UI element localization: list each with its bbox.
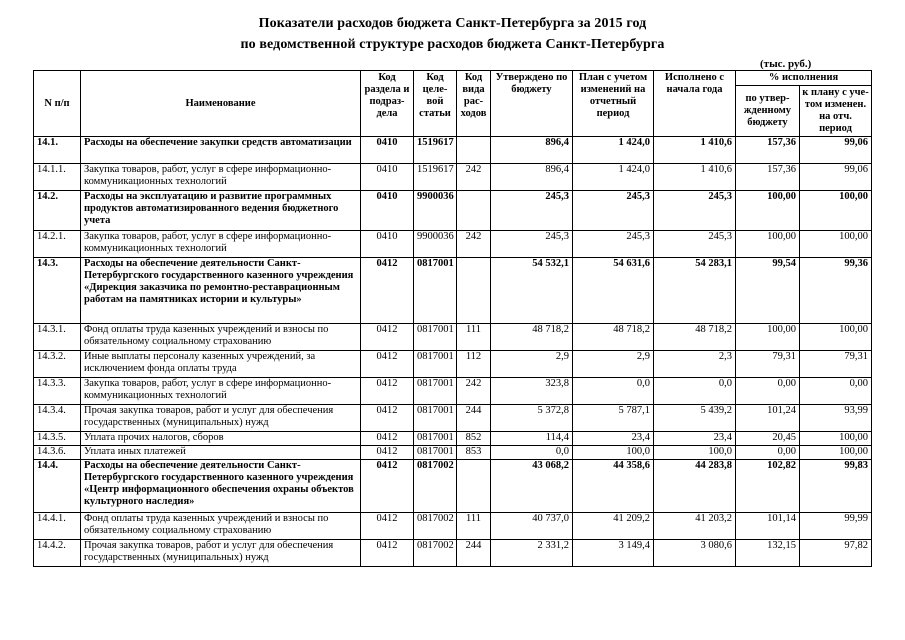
row-approved: 2,9 <box>491 351 573 378</box>
row-pct-plan: 100,00 <box>800 231 872 258</box>
row-target-code: 0817001 <box>414 405 457 432</box>
header-section-code: Код раздела и подраз-дела <box>361 71 414 137</box>
row-type-code <box>457 460 491 513</box>
document-subtitle: по ведомственной структуре расходов бюджета Санкт-Петербурга <box>240 37 665 52</box>
row-section-code: 0412 <box>361 324 414 351</box>
row-done: 1 410,6 <box>654 137 736 164</box>
row-pct-plan: 100,00 <box>800 191 872 231</box>
row-plan: 1 424,0 <box>573 164 654 191</box>
row-name: Расходы на обеспечение деятельности Санкт-Петербургского государственного казенного учреждения «Дирекция заказчика по ремонтно-реставрационным работам на памятниках истории и культуры» <box>81 258 361 324</box>
table-row <box>34 137 872 164</box>
row-pct-plan: 0,00 <box>800 378 872 405</box>
row-section-code: 0412 <box>361 446 414 460</box>
row-approved: 896,4 <box>491 137 573 164</box>
row-number: 14.3.2. <box>34 351 81 378</box>
row-pct-plan: 100,00 <box>800 324 872 351</box>
row-section-code: 0412 <box>361 258 414 324</box>
row-pct-approved: 102,82 <box>736 460 800 513</box>
row-type-code: 242 <box>457 378 491 405</box>
units-label: (тыс. руб.) <box>760 58 812 70</box>
row-section-code: 0412 <box>361 405 414 432</box>
row-approved: 245,3 <box>491 191 573 231</box>
row-name: Закупка товаров, работ, услуг в сфере информационно-коммуникационных технологий <box>81 164 361 191</box>
row-pct-plan: 99,06 <box>800 164 872 191</box>
row-pct-approved: 0,00 <box>736 446 800 460</box>
header-type-code: Код вида рас-ходов <box>457 71 491 137</box>
row-done: 44 283,8 <box>654 460 736 513</box>
row-name: Расходы на обеспечение деятельности Санкт-Петербургского государственного казенного учреждения «Центр информационного обеспечения охраны объектов культурного наследия» <box>81 460 361 513</box>
header-done: Исполнено с начала года <box>654 71 736 137</box>
row-name: Расходы на обеспечение закупки средств автоматизации <box>81 137 361 164</box>
row-plan: 2,9 <box>573 351 654 378</box>
row-pct-plan: 99,99 <box>800 513 872 540</box>
table-row <box>34 191 872 231</box>
row-pct-approved: 101,14 <box>736 513 800 540</box>
row-number: 14.3.1. <box>34 324 81 351</box>
row-type-code: 853 <box>457 446 491 460</box>
row-target-code: 0817001 <box>414 324 457 351</box>
row-plan: 0,0 <box>573 378 654 405</box>
row-plan: 23,4 <box>573 432 654 446</box>
row-target-code: 0817002 <box>414 460 457 513</box>
row-done: 23,4 <box>654 432 736 446</box>
row-done: 245,3 <box>654 191 736 231</box>
row-type-code: 852 <box>457 432 491 446</box>
row-type-code <box>457 258 491 324</box>
row-approved: 896,4 <box>491 164 573 191</box>
row-name: Фонд оплаты труда казенных учреждений и взносы по обязательному социальному страхованию <box>81 513 361 540</box>
row-type-code: 244 <box>457 540 491 567</box>
row-plan: 245,3 <box>573 191 654 231</box>
header-target-code: Код целе-вой статьи <box>414 71 457 137</box>
row-done: 2,3 <box>654 351 736 378</box>
row-done: 100,0 <box>654 446 736 460</box>
row-plan: 44 358,6 <box>573 460 654 513</box>
row-section-code: 0410 <box>361 137 414 164</box>
table-row <box>34 378 872 405</box>
row-name: Расходы на эксплуатацию и развитие программных продуктов автоматизированного ведения бюджетного учета <box>81 191 361 231</box>
row-pct-plan: 100,00 <box>800 432 872 446</box>
row-name: Прочая закупка товаров, работ и услуг для обеспечения государственных (муниципальных) нужд <box>81 540 361 567</box>
table-row <box>34 540 872 567</box>
row-type-code: 244 <box>457 405 491 432</box>
row-section-code: 0410 <box>361 231 414 258</box>
row-plan: 41 209,2 <box>573 513 654 540</box>
row-done: 48 718,2 <box>654 324 736 351</box>
row-type-code: 112 <box>457 351 491 378</box>
row-name: Фонд оплаты труда казенных учреждений и взносы по обязательному социальному страхованию <box>81 324 361 351</box>
row-number: 14.1. <box>34 137 81 164</box>
row-type-code: 111 <box>457 324 491 351</box>
row-section-code: 0412 <box>361 378 414 405</box>
row-pct-approved: 100,00 <box>736 231 800 258</box>
row-section-code: 0412 <box>361 351 414 378</box>
row-pct-plan: 99,06 <box>800 137 872 164</box>
row-number: 14.3.5. <box>34 432 81 446</box>
row-pct-approved: 20,45 <box>736 432 800 446</box>
row-approved: 245,3 <box>491 231 573 258</box>
row-section-code: 0410 <box>361 164 414 191</box>
row-done: 1 410,6 <box>654 164 736 191</box>
row-approved: 2 331,2 <box>491 540 573 567</box>
row-number: 14.2.1. <box>34 231 81 258</box>
row-pct-approved: 100,00 <box>736 324 800 351</box>
table-row <box>34 351 872 378</box>
row-done: 5 439,2 <box>654 405 736 432</box>
row-approved: 114,4 <box>491 432 573 446</box>
row-target-code: 1519617 <box>414 137 457 164</box>
header-pct-group: % исполнения <box>736 71 872 86</box>
row-plan: 1 424,0 <box>573 137 654 164</box>
row-name: Прочая закупка товаров, работ и услуг для обеспечения государственных (муниципальных) нужд <box>81 405 361 432</box>
row-done: 54 283,1 <box>654 258 736 324</box>
table-row <box>34 164 872 191</box>
row-target-code: 0817002 <box>414 513 457 540</box>
row-approved: 54 532,1 <box>491 258 573 324</box>
row-pct-approved: 157,36 <box>736 137 800 164</box>
row-plan: 100,0 <box>573 446 654 460</box>
row-target-code: 9900036 <box>414 231 457 258</box>
row-plan: 48 718,2 <box>573 324 654 351</box>
row-pct-plan: 93,99 <box>800 405 872 432</box>
row-name: Закупка товаров, работ, услуг в сфере информационно-коммуникационных технологий <box>81 231 361 258</box>
row-name: Уплата прочих налогов, сборов <box>81 432 361 446</box>
expenses-table <box>33 70 872 567</box>
table-body <box>34 137 872 567</box>
row-type-code: 111 <box>457 513 491 540</box>
row-plan: 3 149,4 <box>573 540 654 567</box>
row-plan: 54 631,6 <box>573 258 654 324</box>
row-approved: 43 068,2 <box>491 460 573 513</box>
row-pct-plan: 97,82 <box>800 540 872 567</box>
row-name: Уплата иных платежей <box>81 446 361 460</box>
row-target-code: 0817001 <box>414 351 457 378</box>
row-number: 14.2. <box>34 191 81 231</box>
row-pct-approved: 100,00 <box>736 191 800 231</box>
row-number: 14.4.2. <box>34 540 81 567</box>
row-pct-approved: 132,15 <box>736 540 800 567</box>
row-approved: 40 737,0 <box>491 513 573 540</box>
row-section-code: 0412 <box>361 513 414 540</box>
table-row <box>34 446 872 460</box>
row-pct-plan: 100,00 <box>800 446 872 460</box>
row-name: Закупка товаров, работ, услуг в сфере информационно-коммуникационных технологий <box>81 378 361 405</box>
header-plan: План с учетом изменений на отчетный период <box>573 71 654 137</box>
row-target-code: 0817001 <box>414 378 457 405</box>
row-type-code: 242 <box>457 164 491 191</box>
row-approved: 323,8 <box>491 378 573 405</box>
row-approved: 5 372,8 <box>491 405 573 432</box>
row-plan: 5 787,1 <box>573 405 654 432</box>
row-pct-approved: 79,31 <box>736 351 800 378</box>
row-type-code: 242 <box>457 231 491 258</box>
row-done: 245,3 <box>654 231 736 258</box>
row-target-code: 9900036 <box>414 191 457 231</box>
row-section-code: 0412 <box>361 432 414 446</box>
row-target-code: 0817001 <box>414 432 457 446</box>
table-row <box>34 324 872 351</box>
row-number: 14.3.6. <box>34 446 81 460</box>
row-number: 14.3. <box>34 258 81 324</box>
row-approved: 0,0 <box>491 446 573 460</box>
header-num: N п/п <box>34 71 81 137</box>
row-done: 3 080,6 <box>654 540 736 567</box>
row-number: 14.3.4. <box>34 405 81 432</box>
row-section-code: 0412 <box>361 460 414 513</box>
row-pct-plan: 79,31 <box>800 351 872 378</box>
row-type-code <box>457 191 491 231</box>
row-section-code: 0412 <box>361 540 414 567</box>
row-done: 0,0 <box>654 378 736 405</box>
header-name: Наименование <box>81 71 361 137</box>
table-row <box>34 460 872 513</box>
row-target-code: 1519617 <box>414 164 457 191</box>
row-pct-approved: 101,24 <box>736 405 800 432</box>
row-number: 14.4.1. <box>34 513 81 540</box>
row-pct-approved: 99,54 <box>736 258 800 324</box>
row-target-code: 0817001 <box>414 446 457 460</box>
header-pct-approved: по утвер-жденному бюджету <box>736 86 800 137</box>
table-row <box>34 432 872 446</box>
row-pct-approved: 0,00 <box>736 378 800 405</box>
row-target-code: 0817002 <box>414 540 457 567</box>
row-number: 14.3.3. <box>34 378 81 405</box>
row-plan: 245,3 <box>573 231 654 258</box>
row-pct-plan: 99,36 <box>800 258 872 324</box>
table-row <box>34 405 872 432</box>
row-approved: 48 718,2 <box>491 324 573 351</box>
row-pct-approved: 157,36 <box>736 164 800 191</box>
row-name: Иные выплаты персоналу казенных учреждений, за исключением фонда оплаты труда <box>81 351 361 378</box>
row-number: 14.1.1. <box>34 164 81 191</box>
row-section-code: 0410 <box>361 191 414 231</box>
header-approved: Утверждено по бюджету <box>491 71 573 137</box>
row-type-code <box>457 137 491 164</box>
row-done: 41 203,2 <box>654 513 736 540</box>
header-pct-plan: к плану с уче-том изменен. на отч. период <box>800 86 872 137</box>
table-row <box>34 231 872 258</box>
row-pct-plan: 99,83 <box>800 460 872 513</box>
document-title: Показатели расходов бюджета Санкт-Петербурга за 2015 год <box>258 16 647 31</box>
row-target-code: 0817001 <box>414 258 457 324</box>
table-row <box>34 258 872 324</box>
table-row <box>34 513 872 540</box>
row-number: 14.4. <box>34 460 81 513</box>
